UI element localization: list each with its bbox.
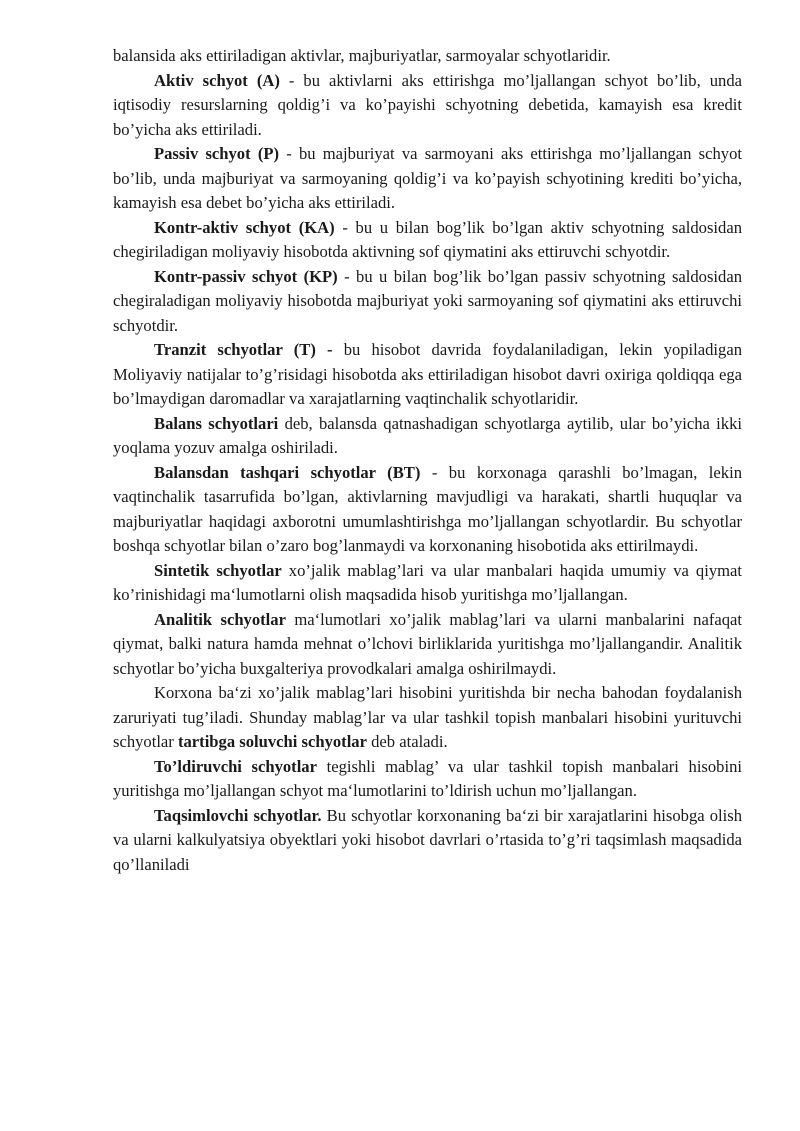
paragraph-text: - bu korxonaga qarashli bo’lmagan, lekin vaqtinchalik tasarrufida bo’lgan, aktivlarning mavjudligi va harakati, shartli huquqlar va majburiyatlar haqidagi axborotni umumlashtirishga mo’ljallangan schyotlardir. Bu schyotlar boshqa schyotlar bilan o’zaro bog’lanmaydi va korxonaning hisobotida aks ettirilmaydi. bbox=[113, 462, 742, 555]
paragraph-text: Korxona ba‘zi xo’jalik mablag’lari hisobini yuritishda bir necha bahodan foydalanish zaruriyati tug’iladi. Shunday mablag’lar va ular tashkil topish manbalari hisobini yurituvchi schyotlar bbox=[113, 683, 742, 751]
paragraph bbox=[113, 461, 742, 559]
paragraph-text: deb, balansda qatnashadigan schyotlarga aytilib, ular bo’yicha ikki yoqlama yozuv amalga oshiriladi. bbox=[113, 413, 742, 457]
paragraph-text: bu hisobot davrida foydalaniladigan, lekin yopiladigan Moliyaviy natijalar to’g’risidagi hisobotda aks ettiriladigan hisobot davri oxiriga qoldiqqa ega bo’lmaydigan daromadlar va xarajatlarning vaqtinchalik schyotlaridir. bbox=[113, 340, 742, 408]
paragraph bbox=[113, 608, 742, 682]
paragraph bbox=[113, 681, 742, 755]
paragraph bbox=[113, 755, 742, 804]
bold-term: Aktiv schyot (A) bbox=[154, 70, 280, 90]
paragraph bbox=[113, 69, 742, 143]
paragraph bbox=[113, 338, 742, 412]
paragraph-text: balansida aks ettiriladigan aktivlar, majburiyatlar, sarmoyalar schyotlaridir. bbox=[113, 46, 611, 65]
document-page bbox=[113, 44, 742, 877]
bold-term: Sintetik schyotlar bbox=[154, 560, 282, 580]
bold-term: Balans schyotlari bbox=[154, 413, 279, 433]
paragraph-text: - bu majburiyat va sarmoyani aks ettirishga mo’ljallangan schyot bo’lib, unda majburiyat va sarmoyaning qoldig’i va ko’payish schyotining krediti bo’yicha, kamayish esa debet bo’yicha aks ettiriladi. bbox=[113, 144, 742, 212]
bold-term: Analitik schyotlar bbox=[154, 609, 286, 629]
paragraph-text: - bu u bilan bog’lik bo’lgan passiv schyotning saldosidan chegiraladigan moliyaviy hisobotda majburiyat yoki sarmoyaning sof qiymatini aks ettiruvchi schyotdir. bbox=[113, 266, 742, 335]
bold-term: To’ldiruvchi schyotlar bbox=[154, 756, 317, 776]
bold-term: Kontr-aktiv schyot (KA) bbox=[154, 217, 335, 237]
paragraph bbox=[113, 142, 742, 216]
bold-term: Passiv schyot (P) bbox=[154, 144, 280, 163]
bold-term: Taqsimlovchi schyotlar. bbox=[154, 805, 322, 825]
bold-term: Balansdan tashqari schyotlar (BT) bbox=[154, 462, 421, 482]
paragraph bbox=[113, 265, 742, 339]
paragraph-text: ma‘lumotlari xo’jalik mablag’lari va ularni manbalarini nafaqat qiymat, balki natura hamda mehnat o’lchovi birliklarida yuritishga mo’ljallangandir. Analitik schyotlar bo’yicha buxgalteriya provodkalari amalga oshirilmaydi. bbox=[113, 609, 742, 678]
paragraph bbox=[113, 804, 742, 878]
bold-term: tartibga soluvchi schyotlar bbox=[177, 732, 367, 751]
paragraph bbox=[113, 216, 742, 265]
paragraph-text: tegishli mablag’ va ular tashkil topish manbalari hisobini yuritishga mo’ljallangan schyot ma‘lumotlarini to’ldirish uchun mo’ljallangan. bbox=[113, 756, 742, 800]
paragraph bbox=[113, 559, 742, 608]
bold-term: Tranzit schyotlar (T) - bbox=[154, 340, 333, 359]
paragraph-text: - bu u bilan bog’lik bo’lgan aktiv schyotning saldosidan chegiriladigan moliyaviy hisobotda aktivning sof qiymatini aks ettiruvchi schyotdir. bbox=[113, 217, 742, 261]
paragraph bbox=[113, 412, 742, 461]
paragraph-text: Bu schyotlar korxonaning ba‘zi bir xarajatlarini hisobga olish va ularni kalkulyatsiya obyektlari yoki hisobot davrlari o’rtasida to’g’ri taqsimlash maqsadida qo’llaniladi bbox=[113, 805, 742, 874]
paragraph-text: - bu aktivlarni aks ettirishga mo’ljallangan schyot bo’lib, unda iqtisodiy resurslarning qoldig’i va ko’payishi schyotning debetida, kamayish esa kredit bo’yicha aks ettiriladi. bbox=[113, 70, 742, 139]
paragraph bbox=[113, 44, 742, 69]
paragraph-text: deb ataladi. bbox=[366, 732, 448, 751]
paragraph-text: xo’jalik mablag’lari va ular manbalari haqida umumiy va qiymat ko’rinishidagi ma‘lumotlarni olish maqsadida hisob yuritishga mo’ljallangan. bbox=[113, 560, 742, 604]
bold-term: Kontr-passiv schyot (KP) bbox=[154, 266, 338, 286]
